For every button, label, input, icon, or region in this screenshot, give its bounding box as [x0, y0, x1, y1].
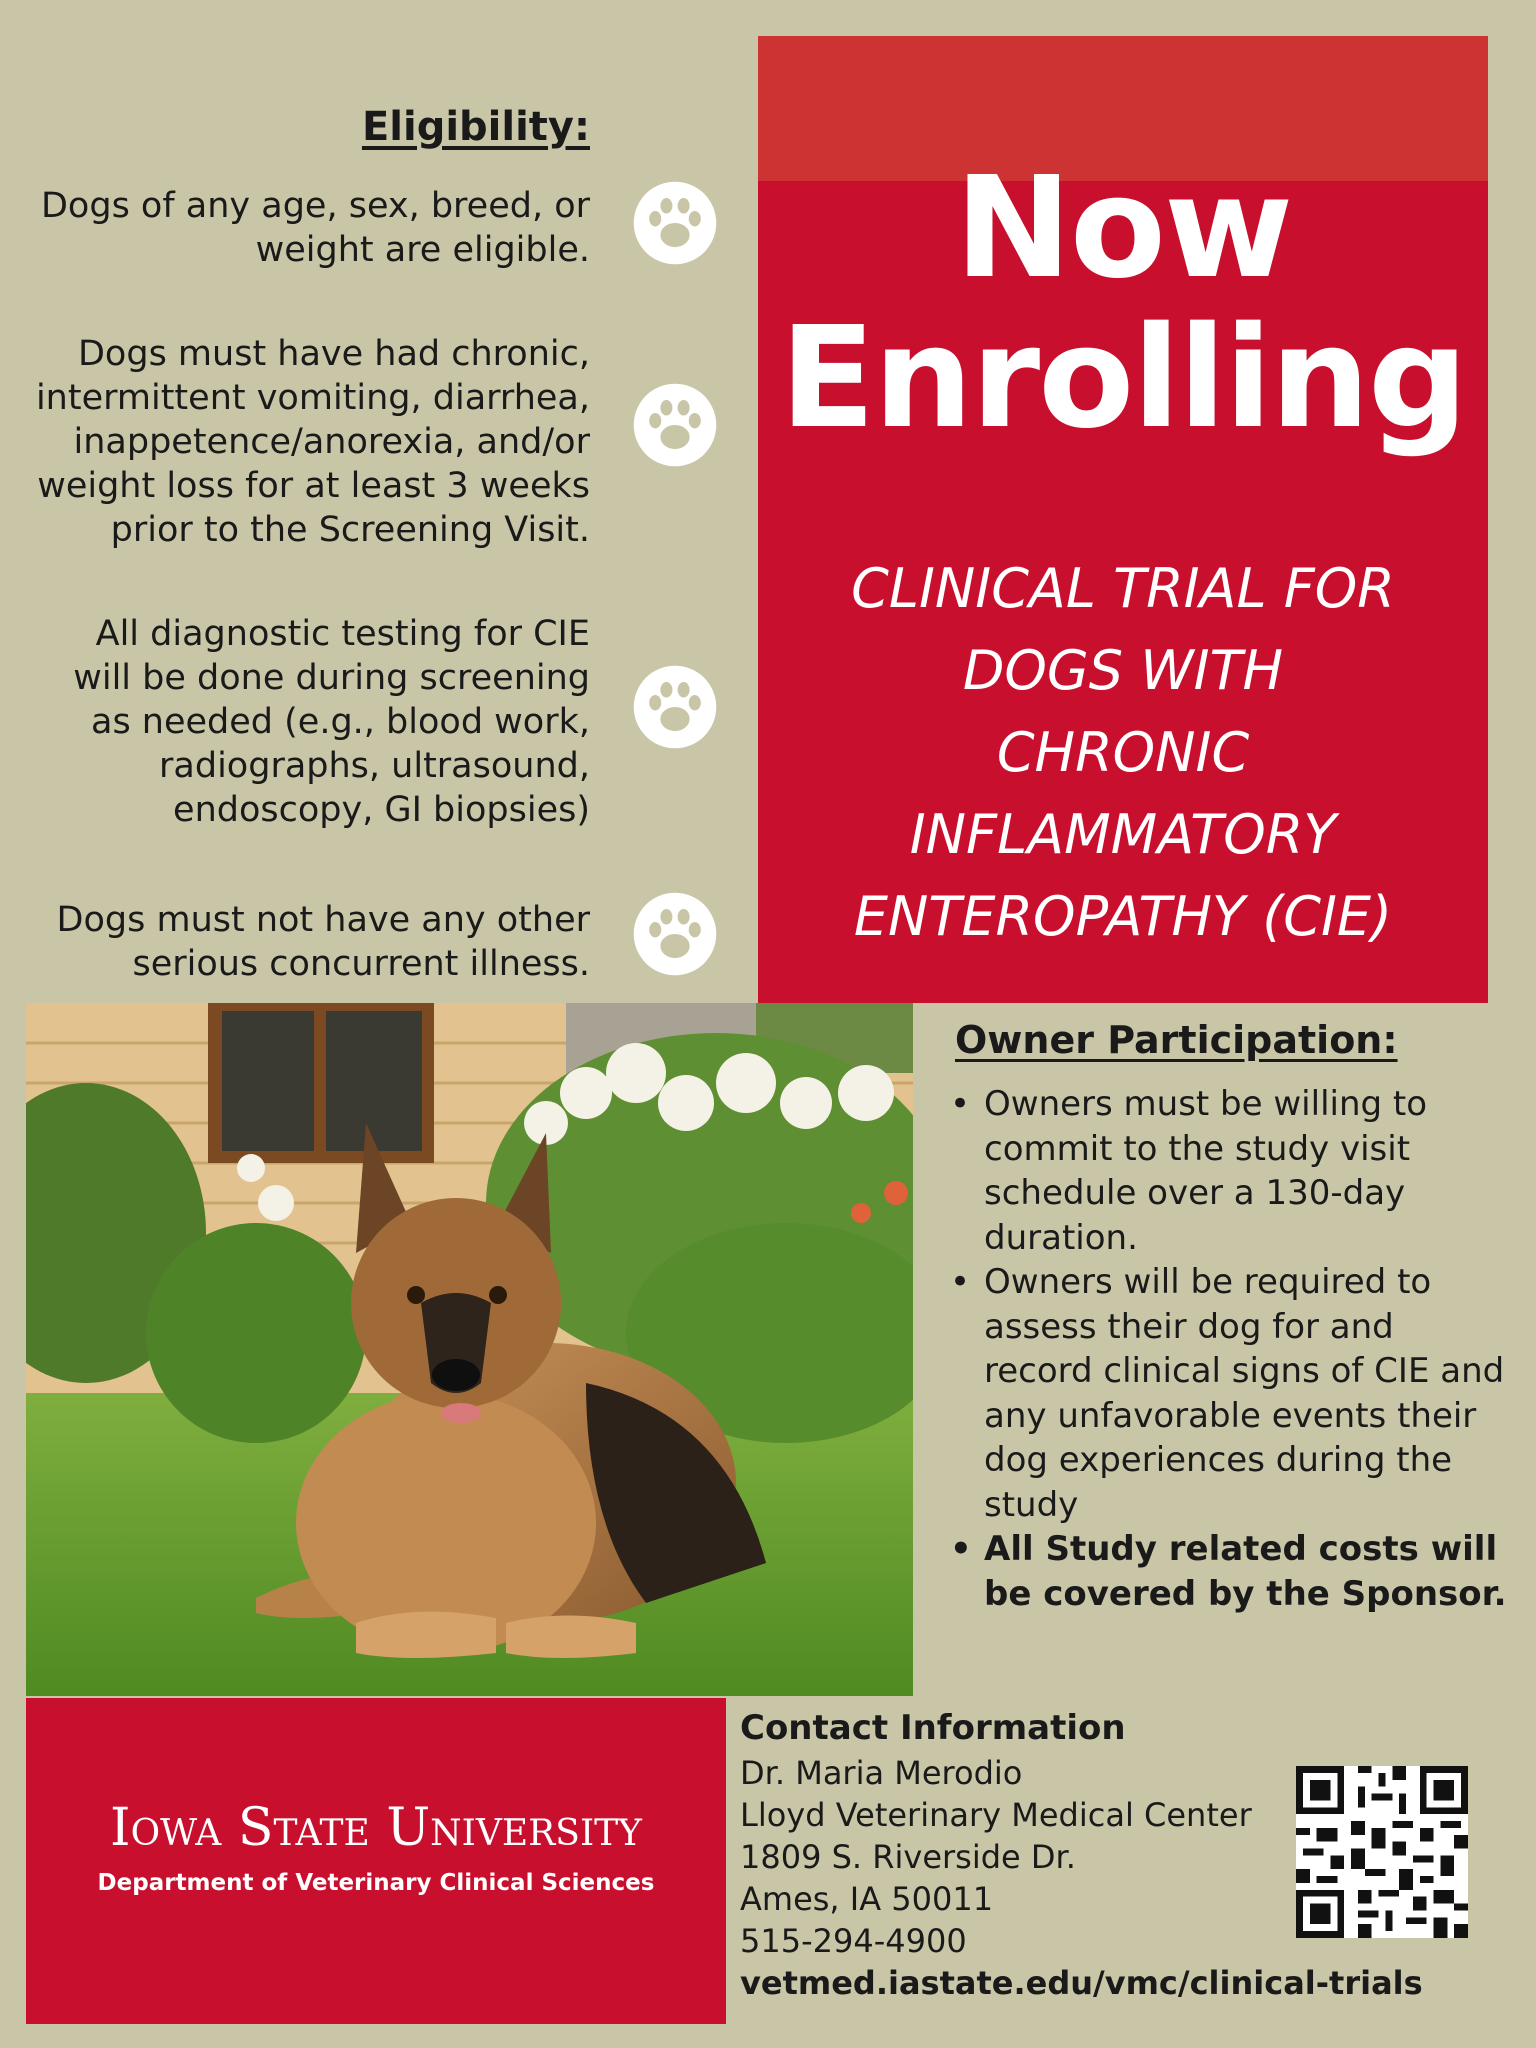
paw-icon: [632, 664, 718, 750]
contact-city: Ames, IA 50011: [740, 1880, 994, 1918]
qr-code-icon[interactable]: [1296, 1766, 1468, 1938]
enrolling-panel: [758, 36, 1488, 1003]
eligibility-item-3: All diagnostic testing for CIE will be done during screening as needed (e.g., blood work, radiographs, ultrasound, endoscopy, GI biopsies): [73, 614, 590, 830]
owner-participation-list: [950, 1082, 1510, 1616]
contact-heading: Contact Information: [740, 1708, 1126, 1748]
eligibility-item-4: Dogs must not have any other serious concurrent illness.: [56, 900, 590, 984]
paw-icon: [632, 891, 718, 977]
trial-subtitle: CLINICAL TRIAL FOR DOGS WITH CHRONIC INFLAMMATORY ENTEROPATHY (CIE): [851, 557, 1395, 948]
eligibility-heading: Eligibility:: [361, 104, 590, 150]
university-logo-text: Iowa State University: [110, 1798, 642, 1858]
list-item: • Owners will be required to assess their dog for and record clinical signs of CIE and any unfavorable events their dog experiences during the study: [950, 1260, 1510, 1527]
contact-street: 1809 S. Riverside Dr.: [740, 1838, 1076, 1876]
owner-participation-heading: Owner Participation:: [955, 1018, 1398, 1062]
eligibility-item-1: Dogs of any age, sex, breed, or weight are eligible.: [40, 186, 590, 270]
contact-phone: 515-294-4900: [740, 1922, 967, 1960]
contact-organization: Lloyd Veterinary Medical Center: [740, 1796, 1252, 1834]
contact-name: Dr. Maria Merodio: [740, 1754, 1023, 1792]
eligibility-item-2: Dogs must have had chronic, intermittent vomiting, diarrhea, inappetence/anorexia, and/or weight loss for at least 3 weeks prior to the Screening Visit.: [35, 334, 590, 550]
dog-photo: [26, 1003, 913, 1696]
department-name: Department of Veterinary Clinical Sciences: [97, 1870, 655, 1896]
list-item: • All Study related costs will be covered by the Sponsor.: [950, 1527, 1510, 1616]
contact-url-link[interactable]: vetmed.iastate.edu/vmc/clinical-trials: [740, 1964, 1423, 2002]
enrolling-title: Now Enrolling: [779, 147, 1467, 460]
paw-icon: [632, 382, 718, 468]
university-panel: [26, 1698, 726, 2024]
list-item: • Owners must be willing to commit to the study visit schedule over a 130-day duration.: [950, 1082, 1510, 1260]
paw-icon: [632, 180, 718, 266]
